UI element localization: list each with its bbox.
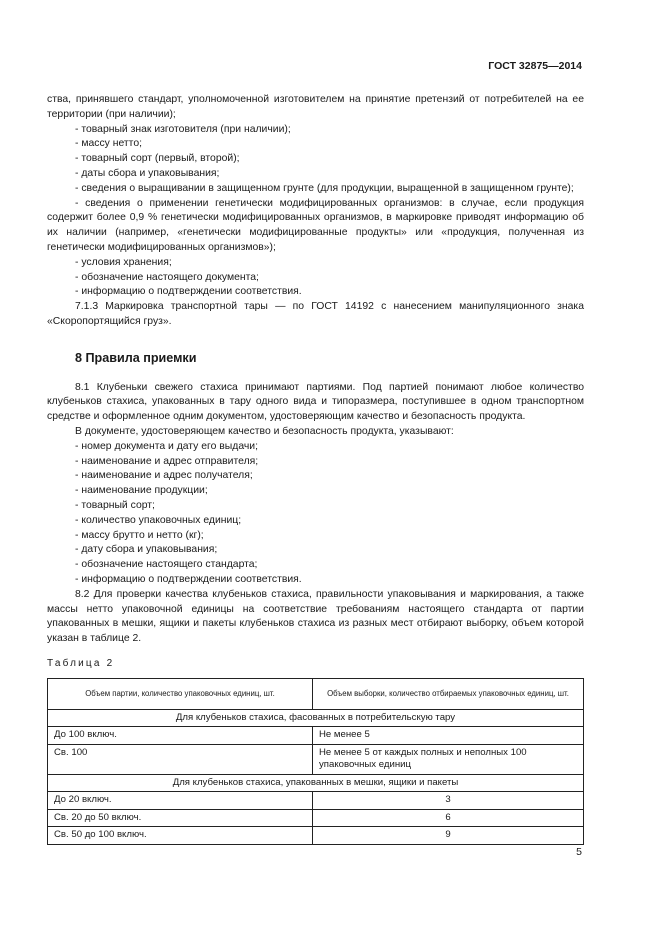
document-code: ГОСТ 32875—2014 (488, 60, 582, 72)
list-item: - массу нетто; (75, 138, 142, 150)
list-item: - сведения о выращивании в защищенном грунте (для продукции, выращенной в защищенном грунте); (75, 182, 574, 194)
table-cell: До 100 включ. (48, 727, 313, 745)
table-group-row (48, 709, 584, 727)
table-cell: 6 (313, 809, 584, 827)
list-item: - дату сбора и упаковывания; (75, 544, 218, 556)
table-group-row (48, 774, 584, 792)
list-item: - информацию о подтверждении соответствия. (75, 573, 302, 585)
table-row (48, 809, 584, 827)
table-header-cell: Объем выборки, количество отбираемых упаковочных единиц, шт. (313, 678, 584, 709)
clause-8-1: 8.1 Клубеньки свежего стахиса принимают партиями. Под партией понимают любое количество клубеньков стахиса, упакованных в тару одного вида и типоразмера, поступившее в одном транспортном средстве и оформленное одним документом, удостоверяющим качество и безопасность продукта. (47, 381, 584, 423)
clause-8-2: 8.2 Для проверки качества клубеньков стахиса, правильности упаковывания и маркирования, а также массы нетто упаковочной единицы на соответствие требованиям настоящего стандарта от партии упакованных в мешки, ящики и пакеты клубеньков стахиса из разных мест отбирают выборку, объем которой указан в таблице 2. (47, 588, 584, 645)
paragraph-continuation: ства, принявшего стандарт, уполномоченной изготовителем на принятие претензий от потребителей на ее территории (при наличии); (47, 94, 584, 120)
list-item: - информацию о подтверждении соответствия. (75, 286, 302, 298)
paragraph: В документе, удостоверяющем качество и безопасность продукта, указывают: (75, 425, 454, 437)
list-item: - номер документа и дату его выдачи; (75, 440, 258, 452)
table-cell: 9 (313, 827, 584, 845)
list-item: - наименование и адрес получателя; (75, 470, 253, 482)
table-header-row (48, 678, 584, 709)
table-cell: Не менее 5 от каждых полных и неполных 100 упаковочных единиц (313, 744, 584, 774)
list-item: - условия хранения; (75, 256, 172, 268)
sample-size-table (47, 678, 584, 845)
list-item: - товарный сорт; (75, 499, 155, 511)
list-item: - товарный знак изготовителя (при наличии); (75, 123, 291, 135)
table-cell: Не менее 5 (313, 727, 584, 745)
table-cell: Св. 100 (48, 744, 313, 774)
list-item: - обозначение настоящего документа; (75, 271, 259, 283)
table-row (48, 827, 584, 845)
page-number: 5 (576, 846, 582, 858)
table-cell: Св. 20 до 50 включ. (48, 809, 313, 827)
table-cell: 3 (313, 792, 584, 810)
list-item: - количество упаковочных единиц; (75, 514, 242, 526)
table-caption: Таблица 2 (47, 657, 115, 669)
list-item: - массу брутто и нетто (кг); (75, 529, 204, 541)
section-title: 8 Правила приемки (75, 350, 197, 365)
table-group-label: Для клубеньков стахиса, фасованных в потребительскую тару (48, 709, 584, 727)
table-row (48, 727, 584, 745)
table-cell: До 20 включ. (48, 792, 313, 810)
list-item: - товарный сорт (первый, второй); (75, 153, 240, 165)
page-body (47, 93, 584, 845)
table-header-cell: Объем партии, количество упаковочных единиц, шт. (48, 678, 313, 709)
list-item: - наименование продукции; (75, 485, 208, 497)
clause-7-1-3: 7.1.3 Маркировка транспортной тары — по ГОСТ 14192 с нанесением манипуляционного знака «Скоропортящийся груз». (47, 301, 584, 327)
table-row (48, 792, 584, 810)
table-group-label: Для клубеньков стахиса, упакованных в мешки, ящики и пакеты (48, 774, 584, 792)
table-row (48, 744, 584, 774)
list-item: - даты сбора и упаковывания; (75, 167, 220, 179)
table-cell: Св. 50 до 100 включ. (48, 827, 313, 845)
list-item: - наименование и адрес отправителя; (75, 455, 259, 467)
list-item: - обозначение настоящего стандарта; (75, 559, 258, 571)
list-item: - сведения о применении генетически модифицированных организмов: в случае, если продукция содержит более 0,9 % генетически модифицированных организмов, в маркировке приводят информацию об их наличии (например, «генетически модифицированные продукты» или «продукция, полученная из генетически модифицированных организмов»); (47, 197, 584, 253)
